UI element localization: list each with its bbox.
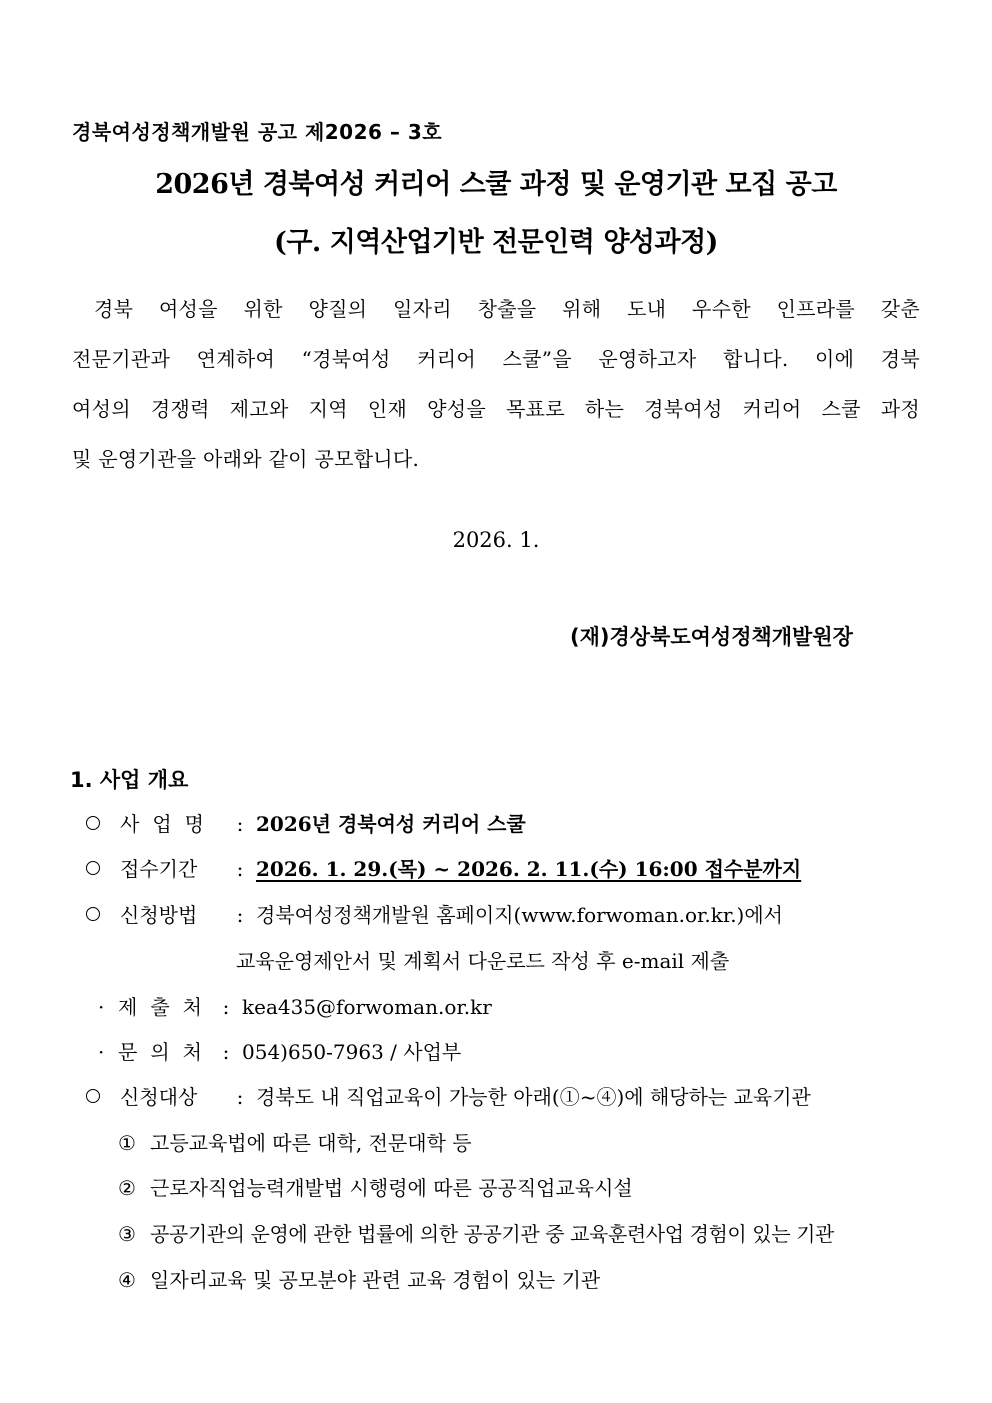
intro-line-4: 및 운영기관을 아래와 같이 공모합니다. [72, 447, 420, 471]
method-label: 신청방법 [120, 903, 198, 927]
eligibility-label: 신청대상 [120, 1085, 198, 1109]
colon: : [236, 903, 244, 927]
circle-bullet-icon [86, 861, 100, 875]
submit-to-value: kea435@forwoman.or.kr [242, 995, 492, 1019]
circle-bullet-icon [86, 907, 100, 921]
item-text: 근로자직업능력개발법 시행령에 따른 공공직업교육시설 [150, 1176, 633, 1200]
eligibility-item [118, 1172, 633, 1201]
item-text: 일자리교육 및 공모분야 관련 교육 경험이 있는 기관 [150, 1268, 601, 1292]
intro-paragraph [72, 284, 920, 484]
issuer-name: (재)경상북도여성정책개발원장 [570, 625, 853, 649]
intro-line-3: 여성의 경쟁력 제고와 지역 인재 양성을 목표로 하는 경북여성 커리어 스쿨 과정 [72, 397, 920, 421]
colon: : [236, 812, 244, 836]
item-number: ① [118, 1131, 136, 1155]
method-value-line2: 교육운영제안서 및 계획서 다운로드 작성 후 e-mail 제출 [236, 949, 730, 973]
contact-label: 문의처 [118, 1040, 215, 1064]
item-text: 공공기관의 운영에 관한 법률에 의한 공공기관 중 교육훈련사업 경험이 있는 기관 [150, 1222, 834, 1246]
project-name-label: 사업명 [120, 812, 217, 836]
period-label: 접수기간 [120, 857, 198, 881]
colon: : [222, 1040, 230, 1064]
contact-value: 054)650-7963 / 사업부 [242, 1040, 462, 1064]
section-title: 1. 사업 개요 [70, 768, 189, 792]
dot-marker: · [98, 995, 105, 1019]
colon: : [222, 995, 230, 1019]
intro-line-1: 경북 여성을 위한 양질의 일자리 창출을 위해 도내 우수한 인프라를 갖춘 [94, 297, 920, 321]
project-name-row [86, 808, 526, 837]
project-name-value: 2026년 경북여성 커리어 스쿨 [256, 812, 526, 836]
contact-row [98, 1036, 461, 1065]
method-row-continued [236, 945, 729, 974]
page-subtitle: (구. 지역산업기반 전문인력 양성과정) [274, 227, 718, 258]
eligibility-row [86, 1081, 811, 1110]
item-number: ③ [118, 1222, 136, 1246]
colon: : [236, 1085, 244, 1109]
item-number: ④ [118, 1268, 136, 1292]
submit-to-row [98, 991, 492, 1020]
period-row [86, 853, 801, 882]
eligibility-item [118, 1264, 600, 1293]
circle-bullet-icon [86, 1089, 100, 1103]
method-row [86, 899, 783, 928]
item-number: ② [118, 1176, 136, 1200]
intro-line-2: 전문기관과 연계하여 “경북여성 커리어 스쿨”을 운영하고자 합니다. 이에 경북 [72, 347, 920, 371]
submit-to-label: 제출처 [118, 995, 215, 1019]
item-text: 고등교육법에 따른 대학, 전문대학 등 [150, 1131, 472, 1155]
colon: : [236, 857, 244, 881]
eligibility-value: 경북도 내 직업교육이 가능한 아래(①~④)에 해당하는 교육기관 [256, 1085, 811, 1109]
method-value-line1: 경북여성정책개발원 홈페이지(www.forwoman.or.kr.)에서 [256, 903, 783, 927]
dot-marker: · [98, 1040, 105, 1064]
notice-number: 경북여성정책개발원 공고 제2026 – 3호 [72, 120, 443, 144]
period-value: 2026. 1. 29.(목) ~ 2026. 2. 11.(수) 16:00 접수분까지 [256, 857, 802, 881]
notice-date: 2026. 1. [452, 528, 540, 552]
eligibility-item [118, 1218, 834, 1247]
page-title: 2026년 경북여성 커리어 스쿨 과정 및 운영기관 모집 공고 [155, 169, 837, 200]
circle-bullet-icon [86, 816, 100, 830]
eligibility-item [118, 1127, 472, 1156]
